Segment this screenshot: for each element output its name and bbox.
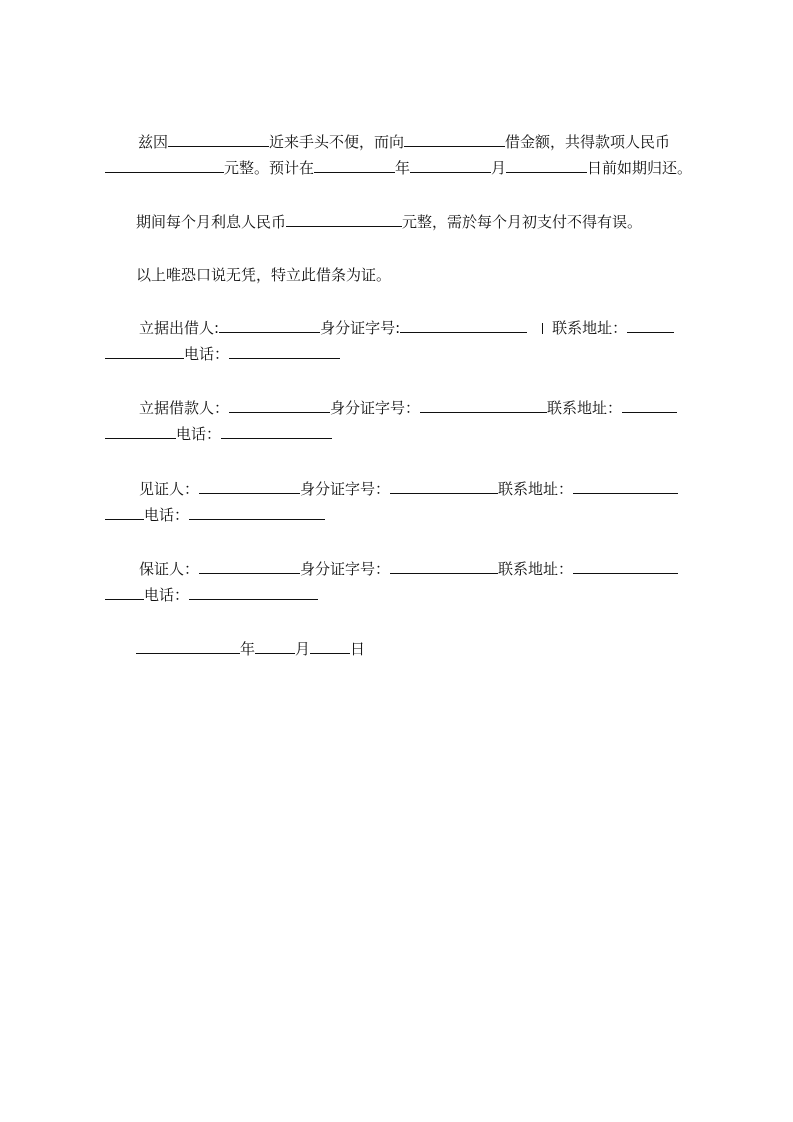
date-month-field[interactable] (255, 638, 295, 654)
blank-monthly-interest[interactable] (286, 211, 402, 227)
cursor-mark (542, 323, 543, 334)
text: 兹因 (138, 133, 169, 151)
borrower-line-1 (139, 397, 677, 418)
date-year-label: 年 (240, 640, 256, 658)
date-day-field[interactable] (310, 638, 350, 654)
guarantor-name-label: 保证人： (139, 560, 200, 578)
witness-name-label: 见证人： (139, 480, 200, 498)
lender-line-2 (105, 343, 340, 364)
borrower-address-label: 联系地址： (547, 399, 623, 417)
lender-id-label: 身分证字号: (320, 319, 401, 337)
text: 近来手头不便，而向 (269, 133, 405, 151)
lender-name-field[interactable] (219, 317, 320, 333)
borrower-phone-label: 电话： (176, 425, 222, 443)
blank-month[interactable] (410, 157, 491, 173)
date-year-field[interactable] (136, 638, 240, 654)
witness-line-1 (139, 478, 678, 499)
date-line (136, 638, 365, 659)
witness-name-field[interactable] (199, 478, 300, 494)
text: 年 (395, 159, 411, 177)
lender-phone-field[interactable] (229, 343, 340, 359)
borrower-id-field[interactable] (420, 397, 547, 413)
blank-lender-name[interactable] (168, 131, 269, 147)
lender-address-field[interactable] (627, 317, 674, 333)
borrower-address-field-cont[interactable] (105, 423, 176, 439)
witness-phone-label: 电话： (144, 506, 190, 524)
guarantor-phone-label: 电话： (144, 586, 190, 604)
borrower-name-field[interactable] (229, 397, 330, 413)
text: 期间每个月利息人民币 (136, 213, 287, 231)
witness-id-field[interactable] (390, 478, 498, 494)
borrower-line-2 (105, 423, 332, 444)
text: 借金额，共得款项人民币 (505, 133, 671, 151)
paragraph-2 (136, 211, 642, 232)
guarantor-address-field[interactable] (573, 558, 678, 574)
text: 元整，需於每个月初支付不得有误。 (402, 213, 643, 231)
guarantor-phone-field[interactable] (189, 584, 318, 600)
blank-day[interactable] (506, 157, 587, 173)
guarantor-address-label: 联系地址： (498, 560, 574, 578)
text: 元整。预计在 (224, 159, 315, 177)
guarantor-address-field-cont[interactable] (105, 584, 144, 600)
guarantor-id-field[interactable] (390, 558, 498, 574)
borrower-phone-field[interactable] (221, 423, 332, 439)
guarantor-line-1 (139, 558, 678, 579)
blank-year[interactable] (314, 157, 395, 173)
guarantor-line-2 (105, 584, 318, 605)
borrower-id-label: 身分证字号： (330, 399, 421, 417)
witness-phone-field[interactable] (189, 504, 325, 520)
guarantor-name-field[interactable] (199, 558, 300, 574)
borrower-name-label: 立据借款人： (139, 399, 230, 417)
witness-address-field-cont[interactable] (105, 504, 144, 520)
date-day-label: 日 (350, 640, 366, 658)
guarantor-id-label: 身分证字号： (300, 560, 391, 578)
blank-amount[interactable] (105, 157, 224, 173)
text: 以上唯恐口说无凭，特立此借条为证。 (136, 266, 392, 284)
date-month-label: 月 (295, 640, 311, 658)
witness-address-field[interactable] (573, 478, 678, 494)
lender-address-label: 联系地址： (552, 319, 628, 337)
witness-address-label: 联系地址： (498, 480, 574, 498)
lender-phone-label: 电话： (184, 345, 230, 363)
paragraph-3 (136, 265, 391, 285)
lender-id-field[interactable] (400, 317, 527, 333)
blank-borrow-from[interactable] (404, 131, 505, 147)
paragraph-1-line-1 (138, 131, 670, 152)
borrower-address-field[interactable] (622, 397, 677, 413)
lender-name-label: 立据出借人: (139, 319, 220, 337)
paragraph-1-line-2 (105, 157, 692, 178)
witness-line-2 (105, 504, 325, 525)
text: 月 (491, 159, 507, 177)
lender-address-field-cont[interactable] (105, 343, 184, 359)
text: 日前如期归还。 (587, 159, 693, 177)
lender-line-1 (139, 317, 674, 338)
witness-id-label: 身分证字号： (300, 480, 391, 498)
